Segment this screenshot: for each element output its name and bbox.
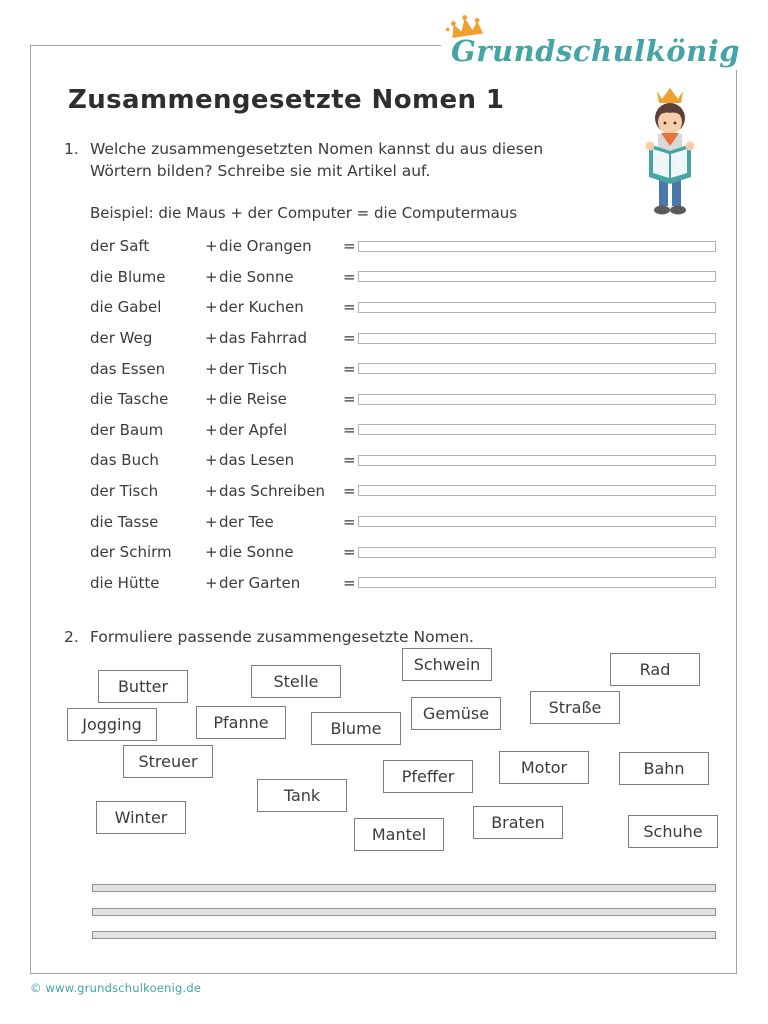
word-box-strasse: Straße (530, 691, 620, 724)
equals-sign: = (343, 298, 356, 317)
word-box-rad: Rad (610, 653, 700, 686)
equals-sign: = (343, 543, 356, 562)
page-title: Zusammengesetzte Nomen 1 (68, 85, 505, 115)
word-pair-row (90, 445, 716, 476)
task-1-instruction: Welche zusammengesetzten Nomen kannst du aus diesen Wörtern bilden? Schreibe sie mit Artikel auf. (90, 140, 544, 181)
word-box-schwein: Schwein (402, 648, 492, 681)
plus-sign: + (205, 390, 218, 409)
plus-sign: + (205, 451, 218, 470)
equals-sign: = (343, 390, 356, 409)
word1: der Weg (90, 329, 153, 348)
answer-box (358, 424, 716, 435)
plus-sign: + (205, 573, 218, 592)
word2: die Sonne (219, 267, 294, 286)
equals-sign: = (343, 237, 356, 256)
answer-box (358, 455, 716, 466)
word-pair-row (90, 262, 716, 293)
plus-sign: + (205, 267, 218, 286)
equals-sign: = (343, 267, 356, 286)
word1: das Essen (90, 359, 166, 378)
logo-text: Grundschulkönig (451, 34, 740, 68)
equals-sign: = (343, 359, 356, 378)
word-pair-row (90, 476, 716, 507)
word1: der Saft (90, 237, 150, 256)
word-pair-row (90, 231, 716, 262)
word-box-bahn: Bahn (619, 752, 709, 785)
answer-box (358, 394, 716, 405)
word-pair-row (90, 537, 716, 568)
word1: der Tisch (90, 481, 159, 500)
answer-lines (92, 884, 716, 955)
answer-box (358, 577, 716, 588)
equals-sign: = (343, 512, 356, 531)
logo (441, 34, 744, 70)
word-box-motor: Motor (499, 751, 589, 784)
word-box-schuhe: Schuhe (628, 815, 718, 848)
word1: der Baum (90, 420, 164, 439)
answer-box (358, 333, 716, 344)
word1: die Tasche (90, 390, 169, 409)
word2: der Kuchen (219, 298, 304, 317)
plus-sign: + (205, 329, 218, 348)
task-2-number: 2. (64, 628, 79, 646)
plus-sign: + (205, 237, 218, 256)
answer-line (92, 884, 716, 892)
plus-sign: + (205, 420, 218, 439)
word-box-braten: Braten (473, 806, 563, 839)
word2: der Tisch (219, 359, 288, 378)
word1: die Hütte (90, 573, 160, 592)
word2: die Orangen (219, 237, 312, 256)
word1: die Tasse (90, 512, 159, 531)
equals-sign: = (343, 481, 356, 500)
word-cloud (30, 645, 738, 860)
equals-sign: = (343, 420, 356, 439)
word-box-butter: Butter (98, 670, 188, 703)
word-pair-row (90, 353, 716, 384)
word-box-blume: Blume (311, 712, 401, 745)
answer-box (358, 516, 716, 527)
equals-sign: = (343, 573, 356, 592)
plus-sign: + (205, 512, 218, 531)
word1: das Buch (90, 451, 159, 470)
word-box-pfanne: Pfanne (196, 706, 286, 739)
answer-box (358, 271, 716, 282)
word-pair-row (90, 567, 716, 598)
word-box-pfeffer: Pfeffer (383, 760, 473, 793)
word2: der Apfel (219, 420, 288, 439)
answer-box (358, 241, 716, 252)
crown-icon (443, 11, 486, 42)
boy-reading-illustration (628, 84, 712, 224)
word2: das Lesen (219, 451, 295, 470)
word-pair-row (90, 506, 716, 537)
word-box-jogging: Jogging (67, 708, 157, 741)
word2: die Sonne (219, 543, 294, 562)
task-1 (64, 138, 716, 598)
word1: die Blume (90, 267, 166, 286)
word-pair-row (90, 415, 716, 446)
task-1-heading (64, 138, 716, 183)
word2: das Fahrrad (219, 329, 308, 348)
equals-sign: = (343, 451, 356, 470)
plus-sign: + (205, 298, 218, 317)
plus-sign: + (205, 481, 218, 500)
answer-box (358, 547, 716, 558)
task-1-example: Beispiel: die Maus + der Computer = die Computermaus (90, 203, 518, 222)
footer-url[interactable]: © www.grundschulkoenig.de (30, 981, 202, 995)
answer-line (92, 931, 716, 939)
word1: die Gabel (90, 298, 162, 317)
answer-line (92, 908, 716, 916)
task-2-instruction: Formuliere passende zusammengesetzte Nomen. (90, 628, 474, 646)
word2: das Schreiben (219, 481, 326, 500)
word-pair-row (90, 384, 716, 415)
word-pair-row (90, 323, 716, 354)
word2: der Garten (219, 573, 301, 592)
task-1-number: 1. (64, 140, 79, 158)
equals-sign: = (343, 329, 356, 348)
word-box-tank: Tank (257, 779, 347, 812)
word2: die Reise (219, 390, 287, 409)
word-box-gemuese: Gemüse (411, 697, 501, 730)
word-pair-row (90, 292, 716, 323)
word2: der Tee (219, 512, 274, 531)
word-box-winter: Winter (96, 801, 186, 834)
plus-sign: + (205, 543, 218, 562)
word-box-stelle: Stelle (251, 665, 341, 698)
word-box-streuer: Streuer (123, 745, 213, 778)
plus-sign: + (205, 359, 218, 378)
answer-box (358, 363, 716, 374)
word1: der Schirm (90, 543, 172, 562)
answer-box (358, 485, 716, 496)
answer-box (358, 302, 716, 313)
svg-text:♪: ♪ (676, 160, 684, 170)
word-box-mantel: Mantel (354, 818, 444, 851)
word-pair-list (90, 231, 716, 598)
